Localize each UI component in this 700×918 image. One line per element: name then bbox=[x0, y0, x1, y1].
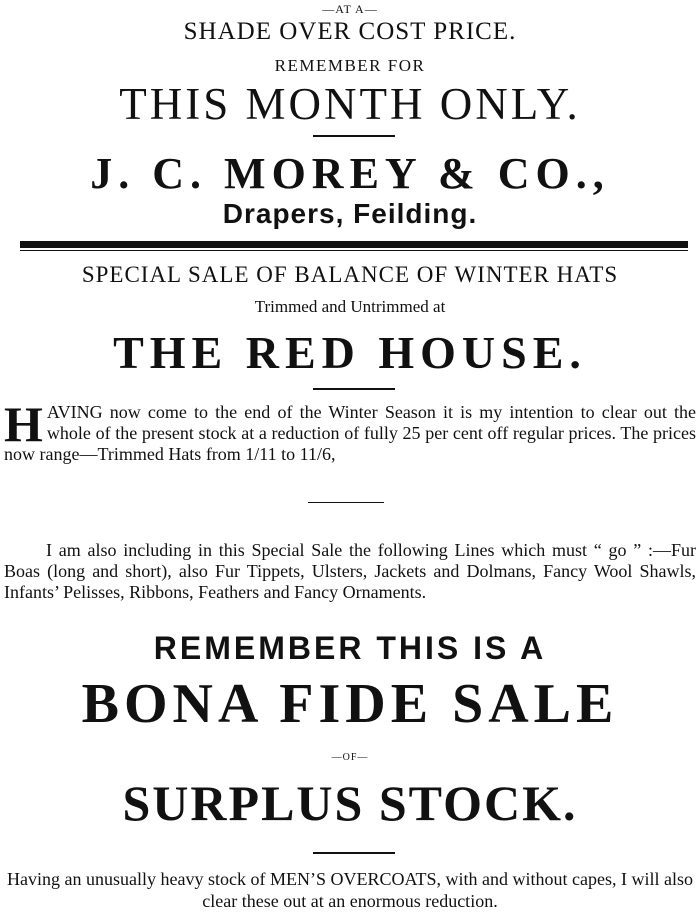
surplus-stock-heading: SURPLUS STOCK. bbox=[122, 775, 578, 831]
overcoats-paragraph: Having an unusually heavy stock of MEN’S OVERCOATS, with and without capes, I will also clear these out at an enormous reduction. bbox=[7, 869, 693, 911]
firm-trade-line: Drapers, Feilding. bbox=[222, 198, 478, 229]
bona-fide-sale-heading: BONA FIDE SALE bbox=[81, 673, 619, 735]
divider-rule bbox=[313, 135, 395, 137]
trimmed-untrimmed-line: Trimmed and Untrimmed at bbox=[254, 297, 446, 316]
winter-season-paragraph bbox=[4, 396, 696, 465]
divider-rule bbox=[308, 502, 384, 503]
red-house-heading: THE RED HOUSE. bbox=[113, 327, 587, 378]
divider-rule bbox=[313, 852, 395, 854]
this-month-only-heading: THIS MONTH ONLY. bbox=[119, 79, 581, 129]
divider-rule bbox=[313, 388, 395, 390]
shade-over-cost-heading: SHADE OVER COST PRICE. bbox=[183, 18, 517, 45]
drop-cap: H bbox=[4, 396, 43, 452]
at-a-line: —AT A— bbox=[322, 2, 378, 16]
thick-divider bbox=[20, 241, 688, 248]
firm-name: J. C. MOREY & CO., bbox=[90, 149, 610, 198]
remember-for-line: REMEMBER FOR bbox=[274, 56, 426, 75]
special-sale-heading: SPECIAL SALE OF BALANCE OF WINTER HATS bbox=[81, 262, 619, 287]
of-line: —OF— bbox=[331, 752, 369, 763]
paragraph-text: AVING now come to the end of the Winter Season it is my intention to clear out the whole of the present stock at a reduction of fully 25 per cent off regular prices. The prices now range—Trimmed Hats from 1/11 to 11/6, bbox=[4, 402, 696, 464]
special-lines-paragraph: I am also including in this Special Sale the following Lines which must “ go ” :—Fur Boas (long and short), also Fur Tippets, Ulsters, Jackets and Dolmans, Fancy Wool Shawls, Infants’ Pelisses, Ribbons, Feathers and Fancy Ornaments. bbox=[4, 540, 696, 602]
thin-divider bbox=[20, 250, 688, 251]
remember-heading: REMEMBER THIS IS A bbox=[153, 630, 547, 666]
